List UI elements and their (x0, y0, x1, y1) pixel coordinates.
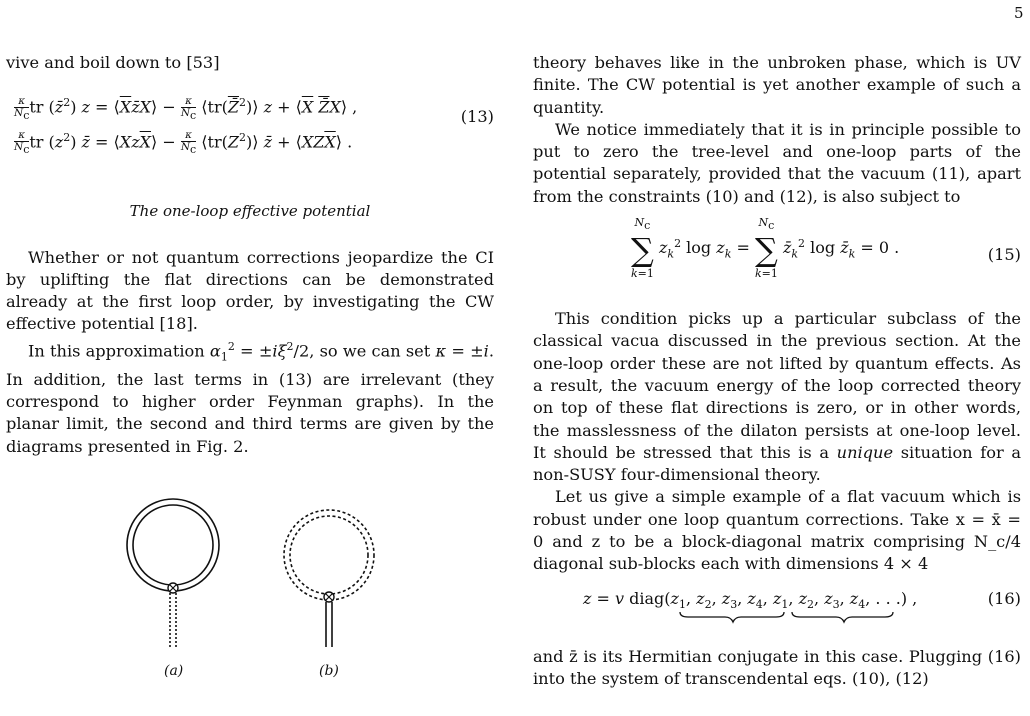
paragraph: In this approximation $\alpha_1^2 = \pm i\xi^2/2$, so we can set κ = ±i. In addition, the last terms in (13) are irrelevant (they correspond to higher order Feynman graphs). In the planar limit, the second and third terms are given by the diagrams presented in Fig. 2. (6, 339, 495, 456)
equation-16-number: (16) (987, 588, 1021, 608)
paragraph: Let us give a simple example of a flat vacuum which is robust under one loop quantum corrections. Take x = x̄ = 0 and z to be a block-diagonal matrix comprising N_c/4 diagonal sub-blocks each with dimensions 4 × 4 (533, 487, 1021, 574)
equation-15-number: (15) (987, 245, 1021, 265)
diagram-a (127, 499, 219, 647)
paragraph: Whether or not quantum corrections jeopardize the CI by uplifting the flat directions can be demonstrated already at the first loop order, by investigating the CW effective potential [18]. (6, 247, 494, 334)
diagram-b (284, 510, 374, 647)
section-title: The one-loop effective potential (129, 202, 371, 221)
page-number: 5 (1014, 4, 1024, 22)
underbrace (678, 610, 898, 624)
paragraph: We notice immediately that it is in principle possible to put to zero the tree-level and one-loop parts of the potential separately, provided that the vacuum (11), apart from the constraints (10) and (12), is also subject to (533, 119, 1021, 206)
equation-13-number: (13) (460, 107, 494, 127)
feynman-diagram-figure (116, 492, 416, 652)
paragraph: This condition picks up a particular subclass of the classical vacua discussed in the previous section. At the one-loop order these are not lifted by quantum effects. As a result, the vacuum energy of the loop corrected theory on top of these flat directions is zero, or in other words, the masslessness of the dilaton persists at one-loop level. It should be stressed that this is a unique situation for a non-SUSY four-dimensional theory. (533, 309, 1021, 485)
left-column (6, 52, 495, 679)
equation-15: $N_c$ ∑ k=1 $z_k^2$ $\log z_k$ = $N_c$ ∑ k=1 $z̄_k^2$ $\log z̄_k = 0$ . (15) (631, 216, 1021, 281)
figure-label-b: (b) (319, 663, 339, 679)
equation-16: z = v $diag(z_1$, $z_2$, $z_3$, $z_4$, $z_1$, $z_2$, $z_3$, $z_4$, . . .) , (16) (533, 584, 1021, 632)
equation-13: $\frac{\kappa}{N_c}$ tr (z̄$^2$) $z = ⟨\overline{X}z̄X⟩$ − $\frac{\kappa}{N_c}$ ⟨tr(Z̄$^2$)⟩ $z + ⟨\overline{X}$ Z̄X⟩ , $\frac{\kappa}{N_c}$ tr $(z^2)$ z̄ = $⟨Xz\overline{X}⟩$ − $\frac{\kappa}{N_c}$ $⟨tr(Z^2)⟩$ z̄ + $⟨XZ\overline{X}⟩$ . (13) (14, 94, 494, 156)
intro-text: vive and boil down to [53] (6, 53, 220, 72)
right-column (533, 52, 1021, 690)
figure-label-a: (a) (164, 663, 184, 679)
paragraph: and z̄ is its Hermitian conjugate in this case. Plugging (16) into the system of transcendental eqs. (10), (12) (533, 646, 1021, 688)
paragraph: theory behaves like in the unbroken phase, which is UV finite. The CW potential is yet another example of such a quantity. (533, 53, 1021, 117)
